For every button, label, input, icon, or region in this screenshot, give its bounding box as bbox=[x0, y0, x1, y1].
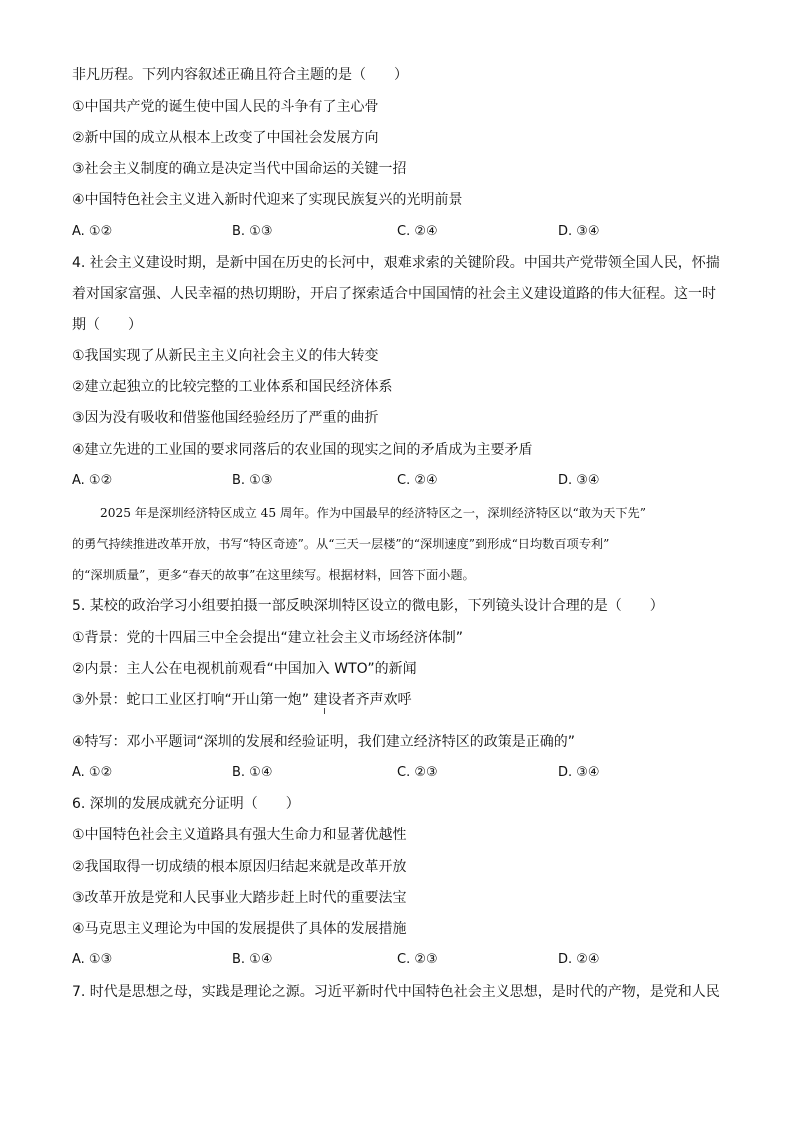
q4-options bbox=[72, 472, 732, 490]
q5-option-b: B. ①④ bbox=[232, 765, 273, 780]
q4-option-b: B. ①③ bbox=[232, 473, 273, 488]
q5-statement-4: ④特写：邓小平题词“深圳的发展和经验证明，我们建立经济特区的政策是正确的” bbox=[72, 734, 576, 750]
q5-statement-2: ②内景：主人公在电视机前观看“中国加入 WTO”的新闻 bbox=[72, 661, 417, 677]
q4-statement-2: ②建立起独立的比较完整的工业体系和国民经济体系 bbox=[72, 379, 393, 395]
q6-statement-4: ④马克思主义理论为中国的发展提供了具体的发展措施 bbox=[72, 921, 407, 937]
q6-option-d: D. ②④ bbox=[558, 952, 600, 967]
q3-statement-1: ①中国共产党的诞生使中国人民的斗争有了主心骨 bbox=[72, 99, 379, 115]
q6-stem: 6. 深圳的发展成就充分证明（ ） bbox=[72, 796, 300, 812]
q3-statement-2: ②新中国的成立从根本上改变了中国社会发展方向 bbox=[72, 130, 379, 146]
q5-options bbox=[72, 764, 732, 782]
q4-option-d: D. ③④ bbox=[558, 473, 600, 488]
q3-option-a: A. ①② bbox=[72, 224, 113, 239]
q6-option-a: A. ①③ bbox=[72, 952, 113, 967]
q4-stem-line-2: 着对国家富强、人民幸福的热切期盼，开启了探索适合中国国情的社会主义建设道路的伟大征程。这一时 bbox=[72, 286, 716, 302]
q3-stem-tail: 非凡历程。下列内容叙述正确且符合主题的是（ ） bbox=[72, 67, 408, 83]
q6-options bbox=[72, 951, 732, 969]
q4-statement-3: ③因为没有吸收和借鉴他国经验经历了严重的曲折 bbox=[72, 410, 379, 426]
material-line-2: 的勇气持续推进改革开放，书写“特区奇迹”。从“三天一层楼”的“深圳速度”到形成“日均数百项专利” bbox=[72, 537, 610, 551]
q4-option-c: C. ②④ bbox=[397, 473, 438, 488]
q4-statement-4: ④建立先进的工业国的要求同落后的农业国的现实之间的矛盾成为主要矛盾 bbox=[72, 442, 533, 458]
material-line-1: 2025 年是深圳经济特区成立 45 周年。作为中国最早的经济特区之一，深圳经济特区以“敢为天下先” bbox=[100, 506, 646, 520]
q4-option-a: A. ①② bbox=[72, 473, 113, 488]
q4-statement-1: ①我国实现了从新民主主义向社会主义的伟大转变 bbox=[72, 348, 379, 364]
q5-option-a: A. ①② bbox=[72, 765, 113, 780]
q7-stem: 7. 时代是思想之母，实践是理论之源。习近平新时代中国特色社会主义思想，是时代的产物，是党和人民 bbox=[72, 984, 720, 1000]
material-line-3: 的“深圳质量”，更多“春天的故事”在这里续写。根据材料，回答下面小题。 bbox=[72, 568, 475, 582]
q6-statement-1: ①中国特色社会主义道路具有强大生命力和显著优越性 bbox=[72, 827, 407, 843]
q5-option-c: C. ②③ bbox=[397, 765, 438, 780]
q5-stem: 5. 某校的政治学习小组要拍摄一部反映深圳特区设立的微电影，下列镜头设计合理的是（ ） bbox=[72, 598, 664, 614]
q3-option-c: C. ②④ bbox=[397, 224, 438, 239]
q3-options bbox=[72, 223, 732, 241]
q6-option-b: B. ①④ bbox=[232, 952, 273, 967]
q3-statement-4: ④中国特色社会主义进入新时代迎来了实现民族复兴的光明前景 bbox=[72, 192, 463, 208]
q4-stem-line-3: 期（ ） bbox=[72, 317, 142, 333]
q4-stem-line-1: 4. 社会主义建设时期，是新中国在历史的长河中，艰难求索的关键阶段。中国共产党带领全国人民，怀揣 bbox=[72, 255, 720, 271]
q3-option-b: B. ①③ bbox=[232, 224, 273, 239]
q6-option-c: C. ②③ bbox=[397, 952, 438, 967]
q6-statement-2: ②我国取得一切成绩的根本原因归结起来就是改革开放 bbox=[72, 859, 407, 875]
stray-mark bbox=[324, 708, 325, 714]
q5-option-d: D. ③④ bbox=[558, 765, 600, 780]
q5-statement-3: ③外景：蛇口工业区打响“开山第一炮” 建设者齐声欢呼 bbox=[72, 692, 412, 708]
q3-statement-3: ③社会主义制度的确立是决定当代中国命运的关键一招 bbox=[72, 161, 407, 177]
q6-statement-3: ③改革开放是党和人民事业大踏步赶上时代的重要法宝 bbox=[72, 890, 407, 906]
q5-statement-1: ①背景：党的十四届三中全会提出“建立社会主义市场经济体制” bbox=[72, 630, 464, 646]
q3-option-d: D. ③④ bbox=[558, 224, 600, 239]
